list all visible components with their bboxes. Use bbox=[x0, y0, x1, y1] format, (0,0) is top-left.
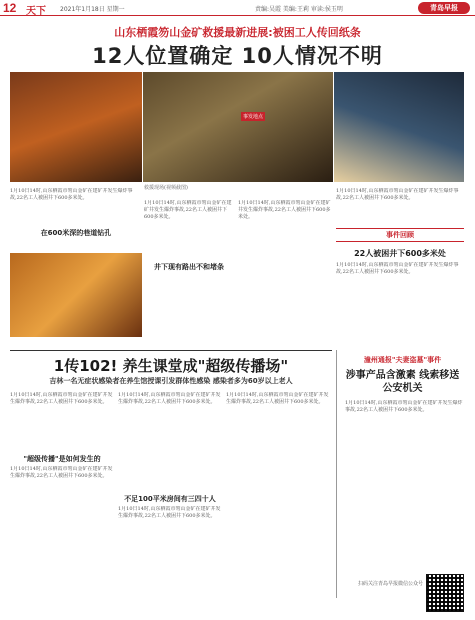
sidebar-kicker: 潼州通报"夫妻盗墓"事件 bbox=[363, 356, 442, 364]
event-review-body: 1月10日14时,山东栖霞市笏山金矿在建矿井发生爆炸事故,22名工人被困井下600多米处。 bbox=[336, 262, 459, 275]
article-column: 1月10日14时,山东栖霞市笏山金矿在建矿井发生爆炸事故,22名工人被困井下600多米处。 bbox=[10, 188, 133, 201]
story2-column-2b: 1月10日14时,山东栖霞市笏山金矿在建矿井发生爆炸事故,22名工人被困井下600多米处。 bbox=[118, 506, 221, 519]
rescue-photo-left bbox=[10, 72, 142, 182]
article-column-2: 1月10日14时,山东栖霞市笏山金矿在建矿井发生爆炸事故,22名工人被困井下600多米处。 bbox=[144, 200, 232, 220]
sidebar-headline: 涉事产品含激素 线索移送公安机关 bbox=[345, 370, 460, 394]
story2-subhead-b: 不足100平米房间有三四十人 bbox=[124, 495, 216, 503]
mine-aerial-photo bbox=[143, 72, 333, 182]
right-column-top: 1月10日14时,山东栖霞市笏山金矿在建矿井发生爆炸事故,22名工人被困井下600多米处。 bbox=[336, 188, 459, 201]
story2-column-3: 1月10日14时,山东栖霞市笏山金矿在建矿井发生爆炸事故,22名工人被困井下600多米处。 bbox=[226, 392, 329, 405]
qr-code[interactable] bbox=[426, 574, 464, 612]
issue-date: 2021年1月18日 星期一 bbox=[60, 6, 125, 13]
second-subheadline: 吉林一名无症状感染者在养生馆授课引发群体性感染 感染者多为60岁以上老人 bbox=[49, 377, 293, 385]
story2-column-1: 1月10日14时,山东栖霞市笏山金矿在建矿井发生爆炸事故,22名工人被困井下600多米处。 bbox=[10, 392, 113, 405]
article-column-3: 1月10日14时,山东栖霞市笏山金矿在建矿井发生爆炸事故,22名工人被困井下600多米处。 bbox=[238, 200, 331, 220]
sidebar-body: 1月10日14时,山东栖霞市笏山金矿在建矿井发生爆炸事故,22名工人被困井下600多米处。 bbox=[345, 400, 463, 413]
story2-subhead-a: "超级传播"是如何发生的 bbox=[23, 455, 101, 463]
page-header bbox=[0, 0, 475, 16]
section-title: 天下 bbox=[26, 6, 46, 17]
second-headline: 1传102! 养生课堂成"超级传播场" bbox=[53, 357, 289, 375]
event-review-label: 事件回顾 bbox=[336, 228, 464, 242]
editors-line: 责编:吴霞 美编:王莉 审读:侯玉明 bbox=[255, 6, 343, 13]
drill-photo bbox=[10, 253, 142, 337]
article-subhead: 在600米深的巷道钻孔 bbox=[40, 229, 112, 237]
page-number: 12 bbox=[3, 1, 17, 15]
location-tag: 事发地点 bbox=[243, 114, 264, 120]
story2-column-2: 1月10日14时,山东栖霞市笏山金矿在建矿井发生爆炸事故,22名工人被困井下600多米处。 bbox=[118, 392, 221, 405]
lead-kicker: 山东栖霞笏山金矿救援最新进展:被困工人传回纸条 bbox=[114, 26, 361, 39]
story2-column-1b: 1月10日14时,山东栖霞市笏山金矿在建矿井发生爆炸事故,22名工人被困井下600多米处。 bbox=[10, 466, 113, 479]
section-divider bbox=[10, 350, 332, 351]
newspaper-logo: 青岛早报 bbox=[418, 2, 470, 14]
article-subhead-2: 井下现有路出不和堵条 bbox=[154, 263, 224, 271]
rescue-worker-photo bbox=[334, 72, 464, 182]
lead-headline: 12人位置确定 10人情况不明 bbox=[92, 44, 383, 68]
qr-caption: 扫码关注青岛早报微信公众号 bbox=[357, 581, 423, 587]
event-review-headline: 22人被困井下600多米处 bbox=[354, 249, 446, 258]
photo-caption: 救援现场(视频截图) bbox=[144, 185, 188, 191]
